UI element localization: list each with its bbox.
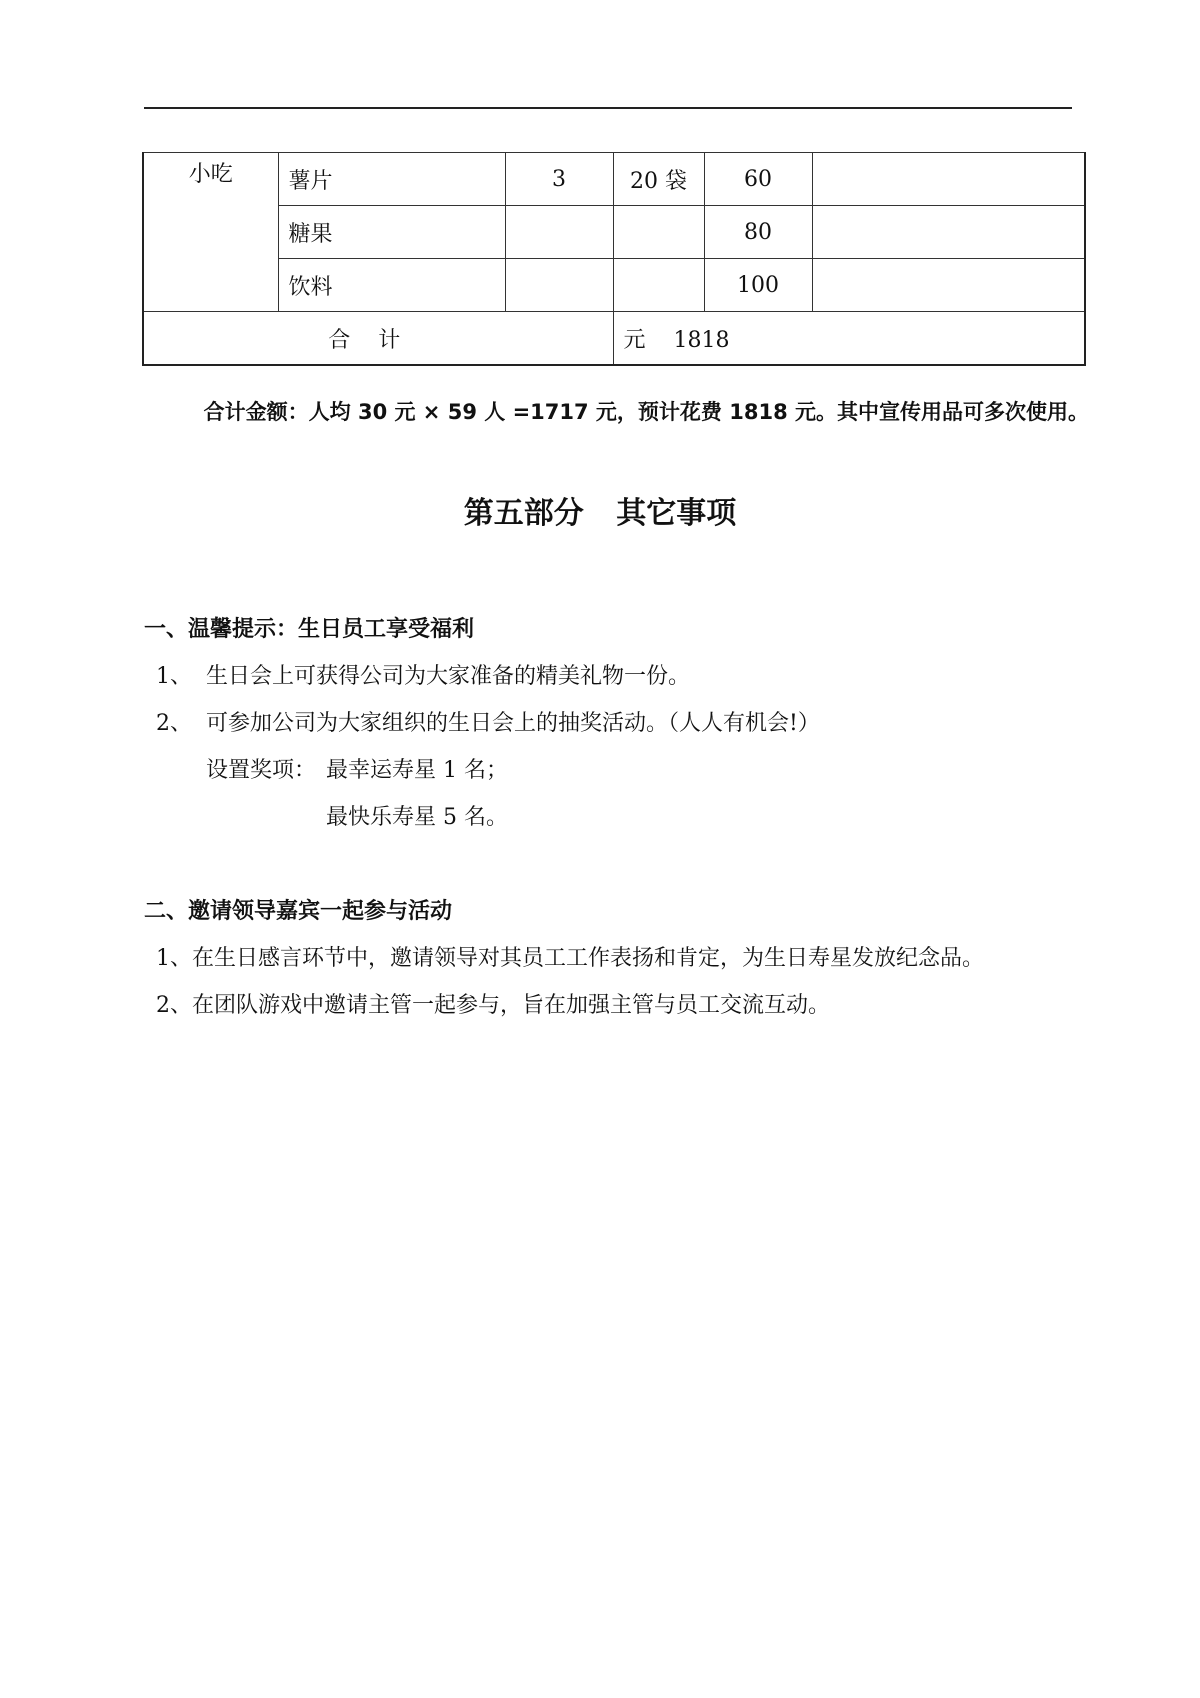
part1-item1 bbox=[156, 659, 690, 690]
note-cell bbox=[812, 259, 1085, 312]
budget-table bbox=[142, 152, 1086, 366]
table-row bbox=[143, 206, 1085, 259]
part2-heading: 二、邀请领导嘉宾一起参与活动 bbox=[144, 899, 453, 924]
total-row bbox=[143, 312, 1085, 366]
item-text: 生日会上可获得公司为大家准备的精美礼物一份。 bbox=[206, 664, 691, 689]
item-text: 可参加公司为大家组织的生日会上的抽奖活动。（人人有机会!） bbox=[206, 711, 820, 736]
item-cell: 饮料 bbox=[278, 259, 505, 312]
item-cell: 薯片 bbox=[278, 153, 505, 206]
quantity-cell bbox=[613, 259, 704, 312]
total-value: 1818 bbox=[673, 327, 730, 353]
note-cell bbox=[812, 206, 1085, 259]
part2-item2: 2、在团队游戏中邀请主管一起参与，旨在加强主管与员工交流互动。 bbox=[156, 993, 830, 1018]
prize-line-2: 最快乐寿星 5 名。 bbox=[326, 805, 508, 830]
part2-item1: 1、在生日感言环节中，邀请领导对其员工工作表扬和肯定，为生日寿星发放纪念品。 bbox=[156, 946, 984, 971]
quantity-cell bbox=[613, 206, 704, 259]
part1-item2 bbox=[156, 706, 820, 737]
subtotal-cell: 100 bbox=[704, 259, 812, 312]
subtotal-cell: 60 bbox=[704, 153, 812, 206]
table-row bbox=[143, 153, 1085, 206]
unit-price-cell: 3 bbox=[505, 153, 613, 206]
prize-1: 最幸运寿星 1 名； bbox=[326, 758, 508, 783]
budget-summary: 合计金额：人均 30 元 × 59 人 =1717 元，预计花费 1818 元。其中宣传用品可多次使用。 bbox=[203, 400, 1089, 424]
item-cell: 糖果 bbox=[278, 206, 505, 259]
section-title: 第五部分 其它事项 bbox=[463, 496, 737, 531]
item-number: 1、 bbox=[156, 664, 192, 689]
part1-heading: 一、温馨提示：生日员工享受福利 bbox=[144, 617, 475, 642]
total-label: 合计 bbox=[328, 327, 429, 353]
note-cell bbox=[812, 153, 1085, 206]
total-label-cell bbox=[143, 312, 613, 366]
prize-label: 设置奖项： bbox=[206, 758, 317, 783]
unit-price-cell bbox=[505, 206, 613, 259]
total-unit: 元 bbox=[623, 327, 646, 353]
total-value-cell bbox=[613, 312, 1085, 366]
subtotal-cell: 80 bbox=[704, 206, 812, 259]
item-number: 2、 bbox=[156, 711, 192, 736]
header-rule bbox=[144, 107, 1072, 109]
table-row bbox=[143, 259, 1085, 312]
category-cell: 小吃 bbox=[143, 153, 278, 312]
unit-price-cell bbox=[505, 259, 613, 312]
quantity-cell: 20 袋 bbox=[613, 153, 704, 206]
prize-line-1 bbox=[206, 753, 508, 784]
